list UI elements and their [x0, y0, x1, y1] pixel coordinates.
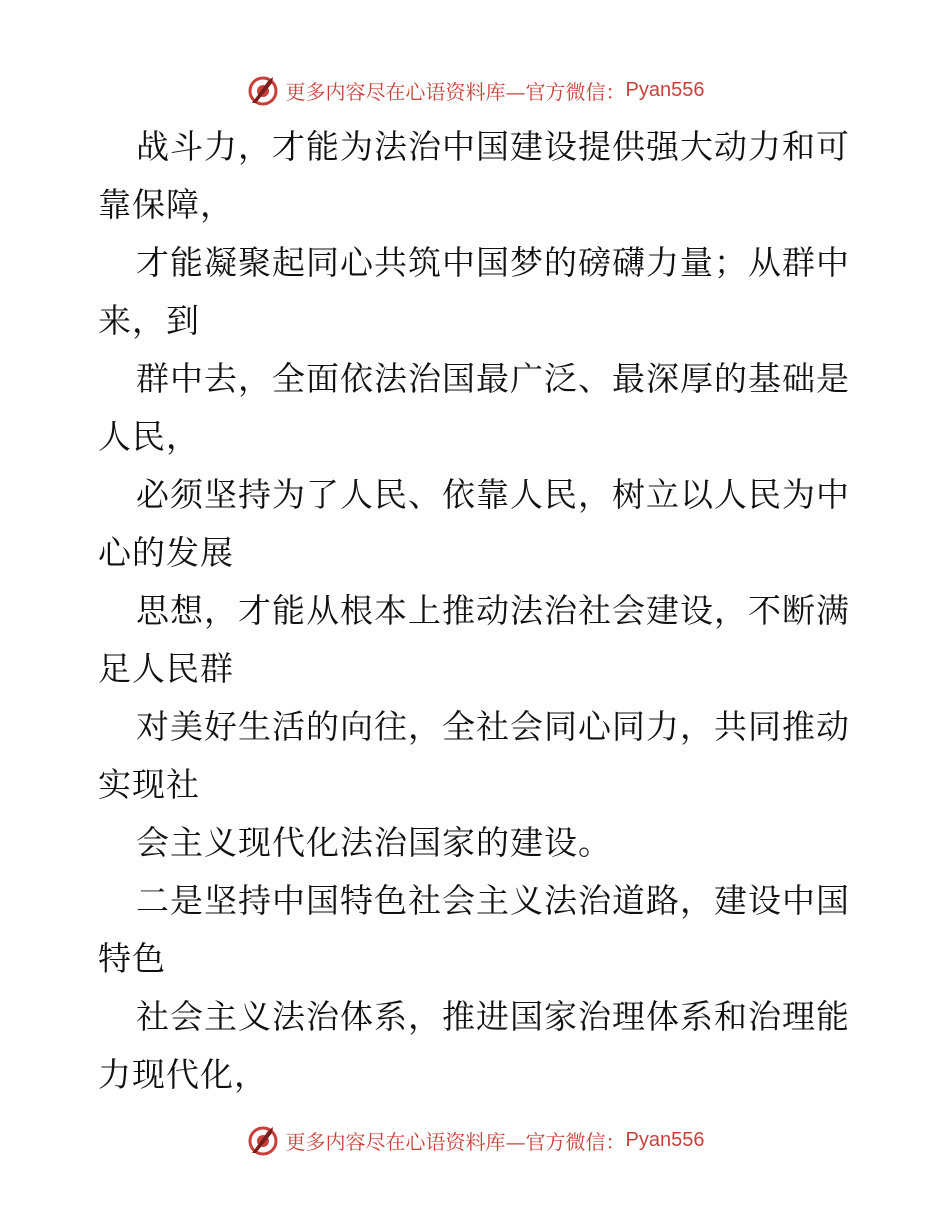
text-line: 人民， [98, 417, 200, 456]
text-line: 会主义现代化法治国家的建设。 [136, 823, 612, 862]
footer-watermark [0, 1120, 950, 1160]
header-watermark [0, 70, 950, 110]
text-line: 来，到 [98, 301, 200, 340]
watermark-wechat-id: Pyan556 [625, 78, 705, 101]
text-line: 必须坚持为了人民、依靠人民，树立以人民为中 [136, 475, 850, 514]
text-line: 才能凝聚起同心共筑中国梦的磅礴力量；从群中 [136, 243, 850, 282]
text-line: 群中去，全面依法治国最广泛、最深厚的基础是 [136, 359, 850, 398]
text-line: 实现社 [98, 765, 200, 804]
text-line: 足人民群 [98, 649, 234, 688]
watermark-text: 更多内容尽在心语资料库—官方微信： [285, 79, 626, 104]
text-line: 二是坚持中国特色社会主义法治道路，建设中国 [136, 881, 850, 920]
watermark-text: 更多内容尽在心语资料库—官方微信： [285, 1129, 626, 1154]
watermark-wechat-id: Pyan556 [625, 1128, 705, 1151]
text-line: 力现代化， [98, 1055, 268, 1094]
text-line: 靠保障， [98, 185, 234, 224]
text-line: 心的发展 [98, 533, 234, 572]
text-line: 对美好生活的向往，全社会同心同力，共同推动 [136, 707, 850, 746]
text-line: 战斗力，才能为法治中国建设提供强大动力和可 [136, 127, 850, 166]
pen-emblem-icon [246, 1123, 280, 1157]
text-line: 社会主义法治体系，推进国家治理体系和治理能 [136, 997, 850, 1036]
text-line: 特色 [98, 939, 166, 978]
pen-emblem-icon [246, 73, 280, 107]
document-body [98, 118, 858, 1104]
text-line: 思想，才能从根本上推动法治社会建设，不断满 [136, 591, 850, 630]
